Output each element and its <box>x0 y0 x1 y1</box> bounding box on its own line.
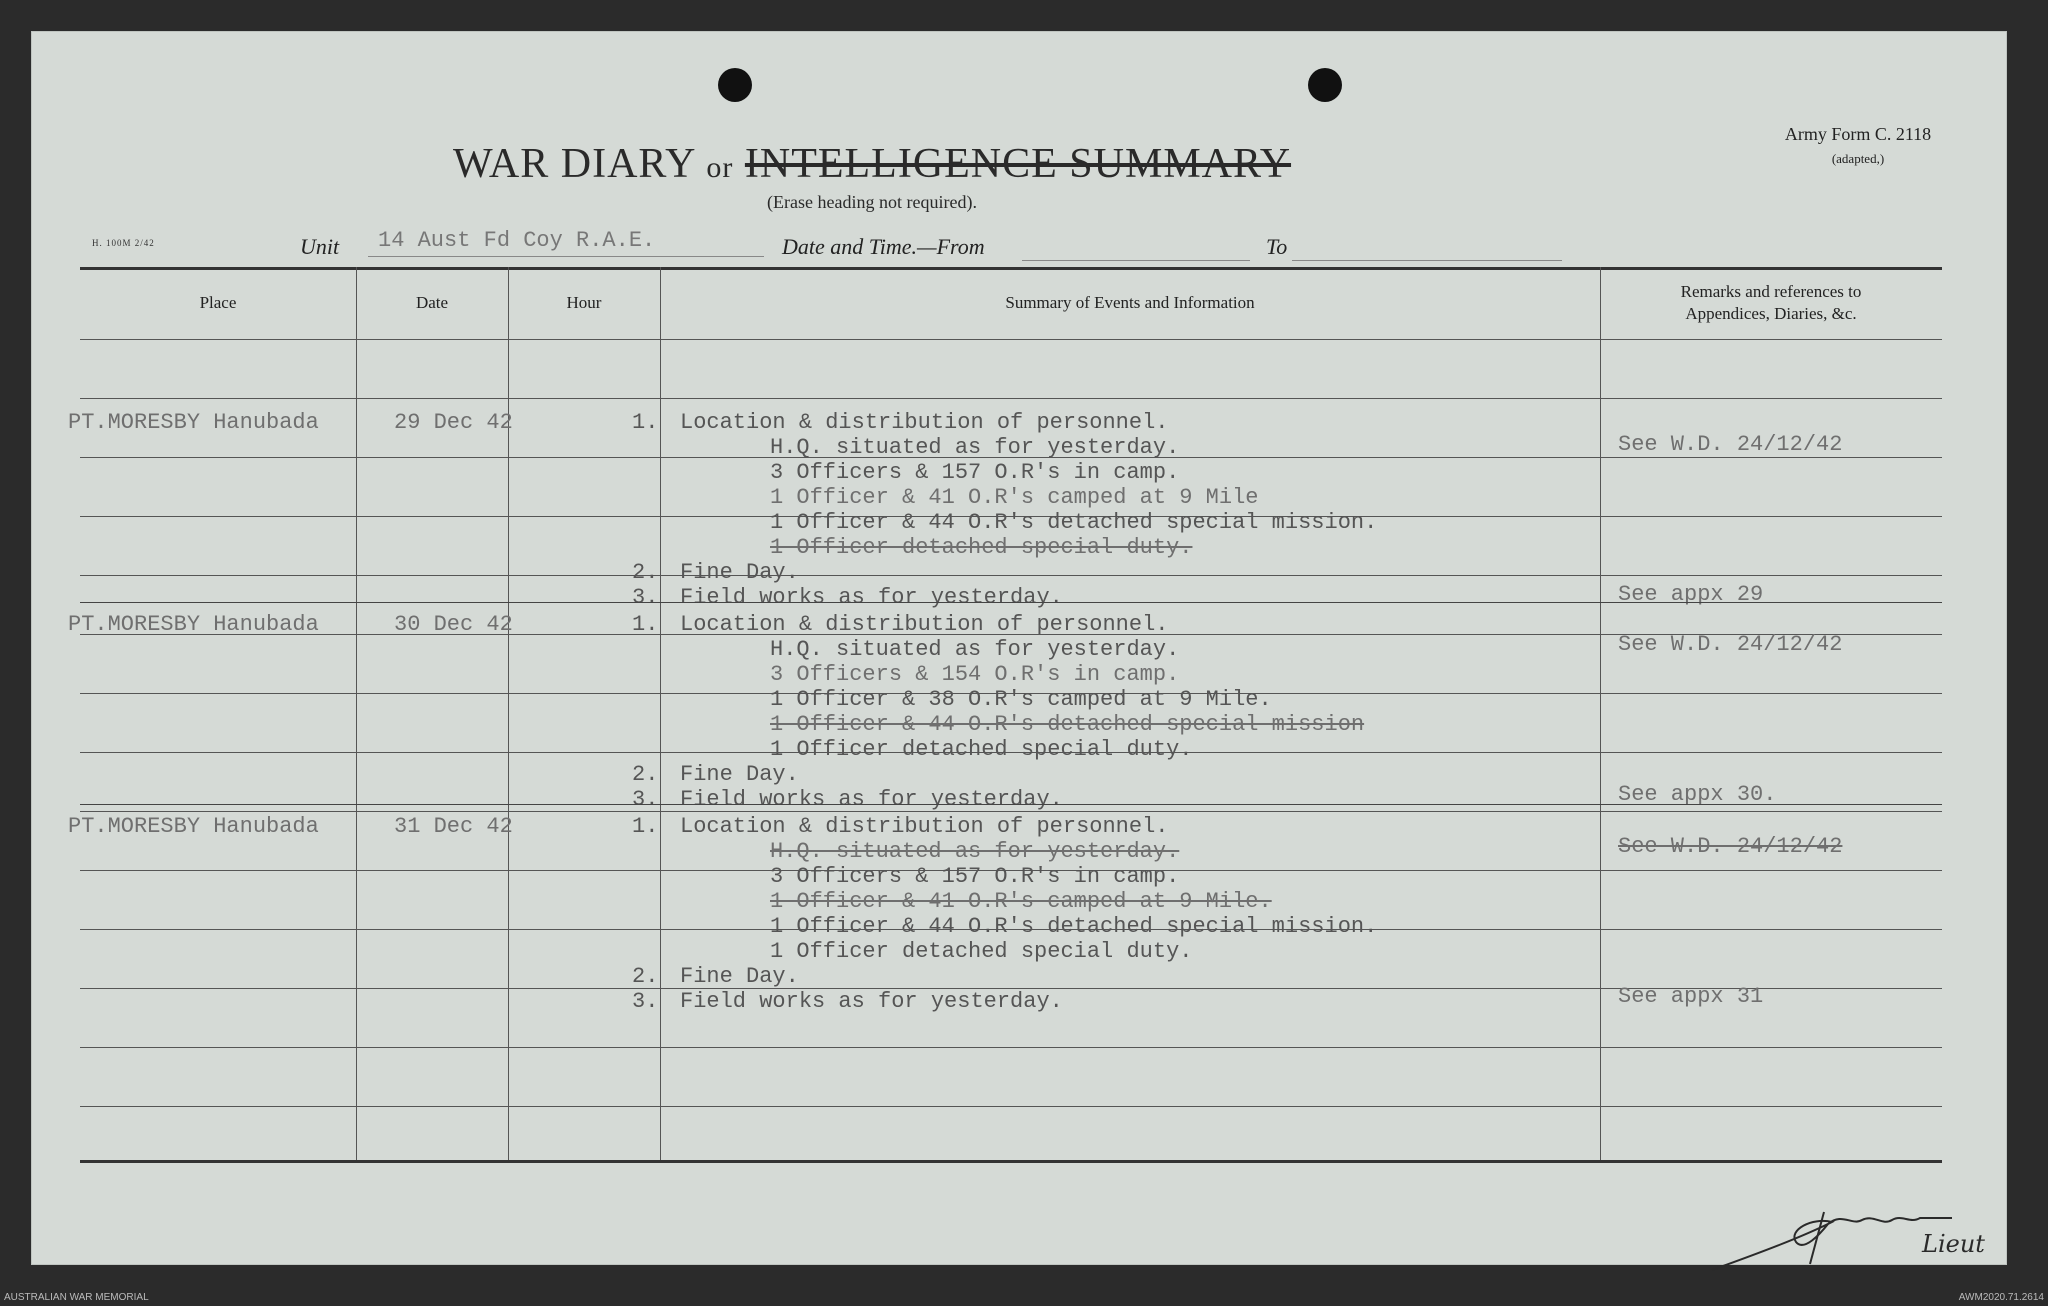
title-or: or <box>706 151 734 184</box>
remark-text: See W.D. 24/12/42 <box>1618 632 1843 657</box>
entry-date: 29 Dec 42 <box>394 410 513 435</box>
page-subtitle: (Erase heading not required). <box>767 192 977 212</box>
summary-line: 1 Officer & 41 O.R's camped at 9 Mile <box>770 485 1259 510</box>
archive-caption: AUSTRALIAN WAR MEMORIAL <box>4 1292 149 1303</box>
remarks-header-line: Remarks and references to <box>1680 282 1862 301</box>
column-divider <box>508 267 509 1163</box>
column-divider <box>1600 267 1601 1163</box>
column-header-summary: Summary of Events and Information <box>1005 293 1255 312</box>
summary-line: 1 Officer & 38 O.R's camped at 9 Mile. <box>770 687 1272 712</box>
summary-line: Location & distribution of personnel. <box>680 410 1169 435</box>
row-rule <box>80 1047 1942 1048</box>
line-number: 3. <box>632 585 659 610</box>
punch-hole <box>1308 68 1342 102</box>
summary-line: Fine Day. <box>680 560 799 585</box>
summary-line: Location & distribution of personnel. <box>680 612 1169 637</box>
remark-text: See appx 31 <box>1618 984 1764 1009</box>
army-form-number: Army Form C. 2118 <box>1784 124 1932 144</box>
summary-line: 3 Officers & 157 O.R's in camp. <box>770 864 1180 889</box>
line-number: 1. <box>632 814 659 839</box>
signature <box>1692 1182 2012 1282</box>
diary-table <box>68 267 1942 1165</box>
summary-line: 3 Officers & 154 O.R's in camp. <box>770 662 1180 687</box>
row-rule <box>80 1106 1942 1107</box>
entry-place: PT.MORESBY Hanubada <box>68 612 319 637</box>
entry-date: 30 Dec 42 <box>394 612 513 637</box>
column-header-remarks <box>1600 267 1942 339</box>
summary-line: 1 Officer & 41 O.R's camped at 9 Mile. <box>770 889 1272 914</box>
row-rule <box>80 339 1942 340</box>
line-number: 2. <box>632 762 659 787</box>
summary-line: Fine Day. <box>680 964 799 989</box>
date-time-label: Date and Time.—From <box>782 234 985 259</box>
line-number: 1. <box>632 612 659 637</box>
entry-date: 31 Dec 42 <box>394 814 513 839</box>
summary-line: 3 Officers & 157 O.R's in camp. <box>770 460 1180 485</box>
title-struck: INTELLIGENCE SUMMARY <box>744 141 1292 187</box>
remark-text: See appx 30. <box>1618 782 1777 807</box>
page-title <box>32 140 1712 188</box>
remarks-header-line: Appendices, Diaries, &c. <box>1685 304 1857 323</box>
remark-text: See appx 29 <box>1618 582 1764 607</box>
summary-line: 1 Officer detached special duty. <box>770 939 1193 964</box>
remark-text: See W.D. 24/12/42 <box>1618 834 1843 859</box>
summary-line: 1 Officer detached special duty. <box>770 737 1193 762</box>
summary-line: 1 Officer & 44 O.R's detached special mission. <box>770 510 1378 535</box>
summary-line: Field works as for yesterday. <box>680 787 1063 812</box>
entry-separator <box>80 804 1942 805</box>
signature-suffix: Lieut <box>1922 1230 1985 1258</box>
army-form-sub: (adapted,) <box>1831 151 1885 166</box>
date-from-line <box>1022 260 1250 261</box>
summary-line: Field works as for yesterday. <box>680 585 1063 610</box>
punch-hole <box>718 68 752 102</box>
to-label: To <box>1266 234 1288 259</box>
column-header-date: Date <box>415 293 449 312</box>
title-war-diary: WAR DIARY <box>452 141 695 187</box>
summary-line: H.Q. situated as for yesterday. <box>770 839 1180 864</box>
unit-value: 14 Aust Fd Coy R.A.E. <box>368 228 764 257</box>
summary-line: 1 Officer detached special duty. <box>770 535 1193 560</box>
summary-line: 1 Officer & 44 O.R's detached special mission. <box>770 914 1378 939</box>
column-divider <box>356 267 357 1163</box>
archive-id: AWM2020.71.2614 <box>1958 1292 2044 1303</box>
date-to-line <box>1292 260 1562 261</box>
line-number: 1. <box>632 410 659 435</box>
summary-line: H.Q. situated as for yesterday. <box>770 435 1180 460</box>
column-divider <box>660 267 661 1163</box>
column-header-hour: Hour <box>566 293 602 312</box>
summary-line: H.Q. situated as for yesterday. <box>770 637 1180 662</box>
army-form-label <box>1748 124 1968 167</box>
line-number: 3. <box>632 989 659 1014</box>
line-number: 2. <box>632 964 659 989</box>
summary-line: 1 Officer & 44 O.R's detached special mission <box>770 712 1365 737</box>
summary-line: Fine Day. <box>680 762 799 787</box>
diary-page <box>32 32 2006 1264</box>
form-code: H. 100M 2/42 <box>92 238 155 248</box>
line-number: 3. <box>632 787 659 812</box>
column-header-place: Place <box>199 293 237 312</box>
unit-label: Unit <box>300 234 340 259</box>
entry-separator <box>80 602 1942 603</box>
entry-place: PT.MORESBY Hanubada <box>68 410 319 435</box>
line-number: 2. <box>632 560 659 585</box>
remark-text: See W.D. 24/12/42 <box>1618 432 1843 457</box>
table-bottom-rule <box>80 1160 1942 1163</box>
row-rule <box>80 398 1942 399</box>
summary-line: Field works as for yesterday. <box>680 989 1063 1014</box>
entry-place: PT.MORESBY Hanubada <box>68 814 319 839</box>
row-rule <box>80 575 1942 576</box>
summary-line: Location & distribution of personnel. <box>680 814 1169 839</box>
